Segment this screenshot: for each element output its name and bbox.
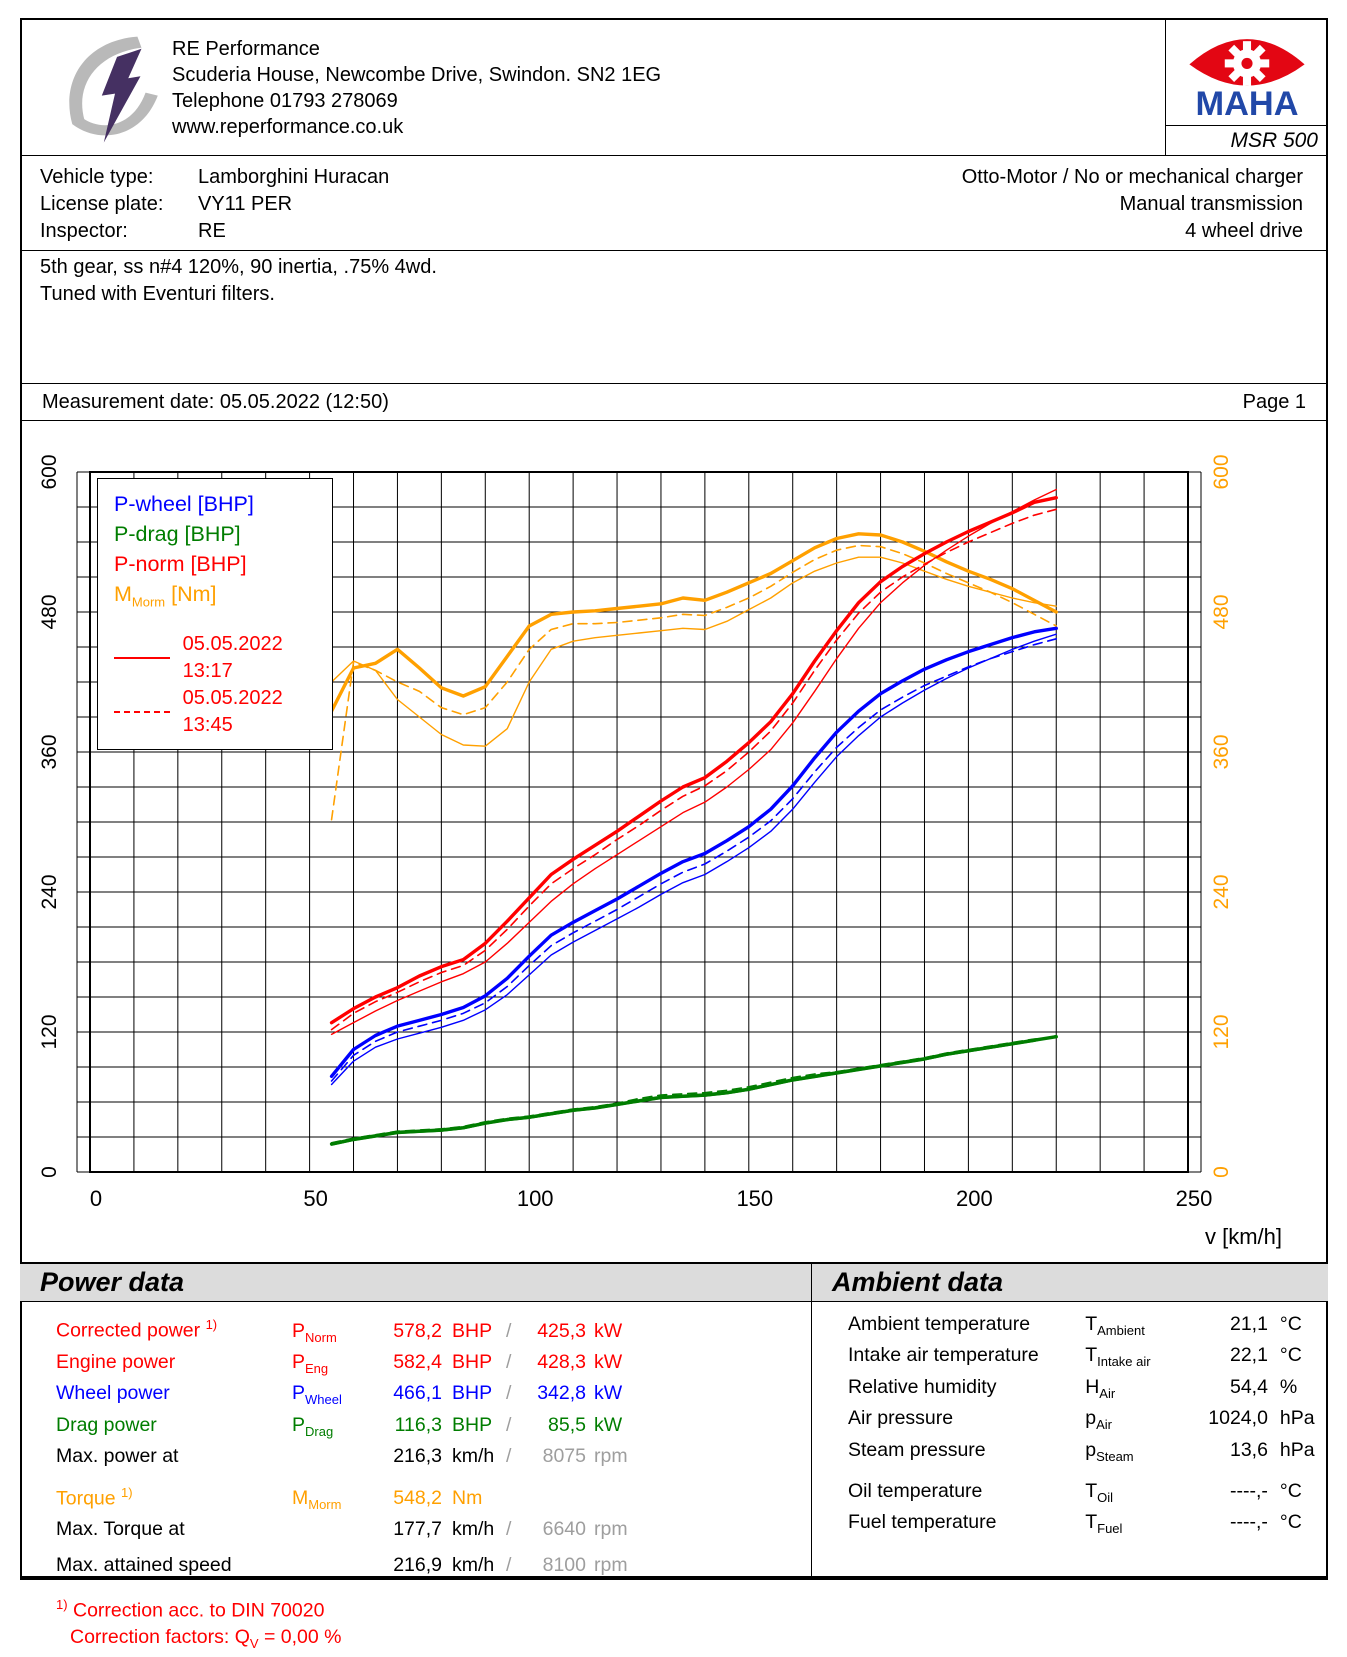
unit: °C [1279,1344,1302,1367]
comment-line-2: Tuned with Eventuri filters. [40,283,275,305]
legend-torque: $M_{Morm}$ [Nm] [114,582,217,610]
measurement-date: Measurement date: 05.05.2022 (12:50) [42,390,389,413]
separator: / [506,1553,512,1576]
unit: % [1279,1375,1298,1398]
correction-footnote [56,1592,811,1656]
re-performance-logo [58,30,170,148]
value-speed: 216,9 [393,1553,442,1576]
max-speed-row [56,1553,811,1579]
solid-line-sample [114,657,170,659]
footnote-din: $^{1)}$ Correction acc. to DIN 70020 [56,1597,325,1622]
value: 22,1 [1229,1344,1268,1367]
torque-row [56,1480,811,1518]
chart-legend [97,478,333,750]
fuel-temp-row [848,1510,1328,1541]
svg-text:0: 0 [1210,1166,1233,1178]
inspector-row [40,218,389,245]
value-kw: 425,3 [537,1319,586,1342]
value: ----,- [1230,1479,1268,1502]
legend-p-drag: P-drag [BHP] [114,522,241,546]
unit-speed: km/h [452,1445,495,1468]
unit-nm: Nm [452,1487,483,1510]
symbol: $T_{Intake air}$ [1085,1344,1151,1370]
value-bhp: 578,2 [393,1319,442,1342]
symbol: $P_{Norm}$ [292,1319,337,1345]
value: ----,- [1230,1511,1268,1534]
company-phone: Telephone 01793 278069 [172,90,398,112]
drag-power-row [56,1413,811,1444]
separator: / [506,1445,512,1468]
separator: / [506,1319,512,1342]
maha-wordmark: MAHA [1195,84,1299,123]
value-rpm: 8075 [542,1445,586,1468]
unit: hPa [1279,1407,1315,1430]
maha-logo [1181,26,1313,122]
unit-rpm: rpm [594,1445,628,1468]
humidity-row [848,1375,1328,1406]
value-bhp: 466,1 [393,1382,442,1405]
value-rpm: 6640 [542,1518,586,1541]
unit-kw: kW [594,1382,623,1405]
transmission-type: Manual transmission [1119,193,1303,215]
separator: / [506,1518,512,1541]
unit-kw: kW [594,1319,623,1342]
measurement-bar [20,383,1328,421]
svg-text:240: 240 [38,874,61,910]
value-bhp: 582,4 [393,1350,442,1373]
svg-text:120: 120 [1210,1014,1233,1050]
symbol: $T_{Ambient}$ [1085,1313,1145,1338]
svg-text:120: 120 [38,1014,61,1050]
max-torque-row [56,1517,811,1543]
ambient-temp-row [848,1312,1328,1343]
row-label: Max. Torque at [56,1518,185,1541]
legend-p-norm: P-norm [BHP] [114,552,247,576]
legend-run-1345 [114,685,332,739]
unit: °C [1279,1511,1302,1534]
unit: °C [1279,1479,1302,1502]
svg-text:0: 0 [38,1166,61,1178]
row-label: Intake air temperature [848,1344,1039,1367]
value: 21,1 [1229,1313,1268,1335]
drive-type: 4 wheel drive [1185,220,1303,242]
value-kw: 428,3 [537,1350,586,1373]
unit-speed: km/h [452,1553,495,1576]
page-number: Page 1 [1242,390,1306,413]
svg-text:0: 0 [89,1186,103,1211]
row-label: Corrected power $^{1)}$ [56,1317,218,1342]
unit-bhp: BHP [452,1413,493,1436]
corrected-power-row [56,1312,811,1350]
data-section [20,1262,1328,1651]
legend-run-1317 [114,631,332,685]
comment-block [40,254,437,308]
device-model: MSR 500 [1166,125,1328,155]
vehicle-divider [20,250,1328,251]
unit-kw: kW [594,1350,623,1373]
value-bhp: 116,3 [394,1413,442,1436]
row-label: Max. power at [56,1445,179,1468]
row-label: Wheel power [56,1382,170,1405]
ambient-data-rows [812,1302,1328,1542]
engine-power-row [56,1350,811,1381]
vehicle-type-label: Vehicle type: [40,166,154,188]
footnote-factors: Correction factors: $Q_V = 0,00$ % [70,1625,342,1651]
value-speed: 216,3 [393,1445,442,1468]
value-nm: 548,2 [393,1487,442,1510]
row-label: Air pressure [848,1407,954,1430]
unit-rpm: rpm [594,1553,628,1576]
unit-kw: kW [594,1413,623,1436]
svg-text:360: 360 [38,734,61,770]
inspector-value: RE [198,220,226,242]
symbol: $H_{Air}$ [1085,1375,1116,1401]
unit-bhp: BHP [452,1382,493,1405]
svg-text:100: 100 [516,1186,554,1211]
vehicle-type-row [40,164,389,191]
ambient-data-column [812,1264,1328,1576]
value-kw: 85,5 [548,1413,586,1436]
svg-text:480: 480 [1210,594,1233,630]
separator: / [506,1350,512,1373]
svg-text:360: 360 [1210,734,1233,770]
license-plate-label: License plate: [40,193,164,215]
row-label: Max. attained speed [56,1553,232,1576]
symbol: $T_{Oil}$ [1085,1479,1114,1505]
svg-text:480: 480 [38,594,61,630]
dashed-line-sample [114,711,170,713]
value-speed: 177,7 [393,1518,442,1541]
power-data-rows [20,1302,811,1657]
unit: °C [1279,1313,1302,1335]
company-name: RE Performance [172,38,320,60]
header-divider [20,155,1328,156]
separator: / [506,1382,512,1405]
unit-speed: km/h [452,1518,495,1541]
svg-text:250: 250 [1175,1186,1213,1211]
symbol: $P_{Drag}$ [292,1413,334,1439]
air-pressure-row [848,1406,1328,1437]
row-label: Relative humidity [848,1375,997,1398]
svg-text:v [km/h]: v [km/h] [1204,1224,1282,1249]
comment-line-1: 5th gear, ss n#4 120%, 90 inertia, .75% 4wd. [40,256,437,278]
svg-text:600: 600 [38,454,61,490]
intake-temp-row [848,1343,1328,1374]
run-1317-label: 05.05.2022 13:17 [182,633,283,683]
svg-text:240: 240 [1210,874,1233,910]
row-label: Ambient temperature [848,1313,1031,1335]
row-label: Engine power [56,1350,176,1373]
symbol: $P_{Eng}$ [292,1350,329,1376]
svg-text:50: 50 [303,1186,328,1211]
svg-text:150: 150 [736,1186,774,1211]
value: 54,4 [1229,1375,1268,1398]
company-website: www.reperformance.co.uk [172,116,404,138]
symbol: $T_{Fuel}$ [1085,1511,1123,1537]
unit: hPa [1279,1438,1315,1461]
drivetrain-info [700,164,1303,245]
wheel-power-row [56,1381,811,1412]
maha-gear-icon [1225,41,1269,85]
value-rpm: 8100 [542,1553,586,1576]
header-address-block [172,36,661,140]
value-kw: 342,8 [537,1382,586,1405]
license-plate-row [40,191,389,218]
unit-bhp: BHP [452,1319,493,1342]
svg-text:200: 200 [956,1186,993,1211]
symbol: $M_{Morm}$ [292,1487,342,1512]
unit-bhp: BHP [452,1350,493,1373]
symbol: $p_{Air}$ [1085,1407,1112,1433]
value: 1024,0 [1208,1407,1268,1430]
inspector-label: Inspector: [40,220,128,242]
max-power-row [56,1444,811,1470]
vehicle-info [40,164,389,245]
row-label: Torque $^{1)}$ [56,1484,133,1510]
power-data-column [20,1264,812,1651]
oil-temp-row [848,1479,1328,1510]
symbol: $P_{Wheel}$ [292,1382,342,1408]
dyno-chart [20,430,1328,1262]
unit-rpm: rpm [594,1518,628,1541]
row-label: Fuel temperature [848,1511,997,1534]
company-address: Scuderia House, Newcombe Drive, Swindon. SN2 1EG [172,64,662,86]
license-plate-value: VY11 PER [198,193,293,215]
legend-p-wheel: P-wheel [BHP] [114,492,254,516]
engine-type: Otto-Motor / No or mechanical charger [961,166,1303,188]
svg-text:600: 600 [1210,454,1233,490]
value: 13,6 [1229,1438,1268,1461]
ambient-data-header: Ambient data [812,1264,1328,1302]
row-label: Oil temperature [848,1479,983,1502]
maha-logo-cell [1165,20,1328,155]
row-label: Steam pressure [848,1438,986,1461]
vehicle-type-value: Lamborghini Huracan [198,166,390,188]
symbol: $p_{Steam}$ [1085,1438,1134,1464]
row-label: Drag power [56,1413,157,1436]
run-1345-label: 05.05.2022 13:45 [182,687,283,737]
power-data-header: Power data [20,1264,811,1302]
steam-pressure-row [848,1438,1328,1469]
separator: / [506,1413,512,1436]
